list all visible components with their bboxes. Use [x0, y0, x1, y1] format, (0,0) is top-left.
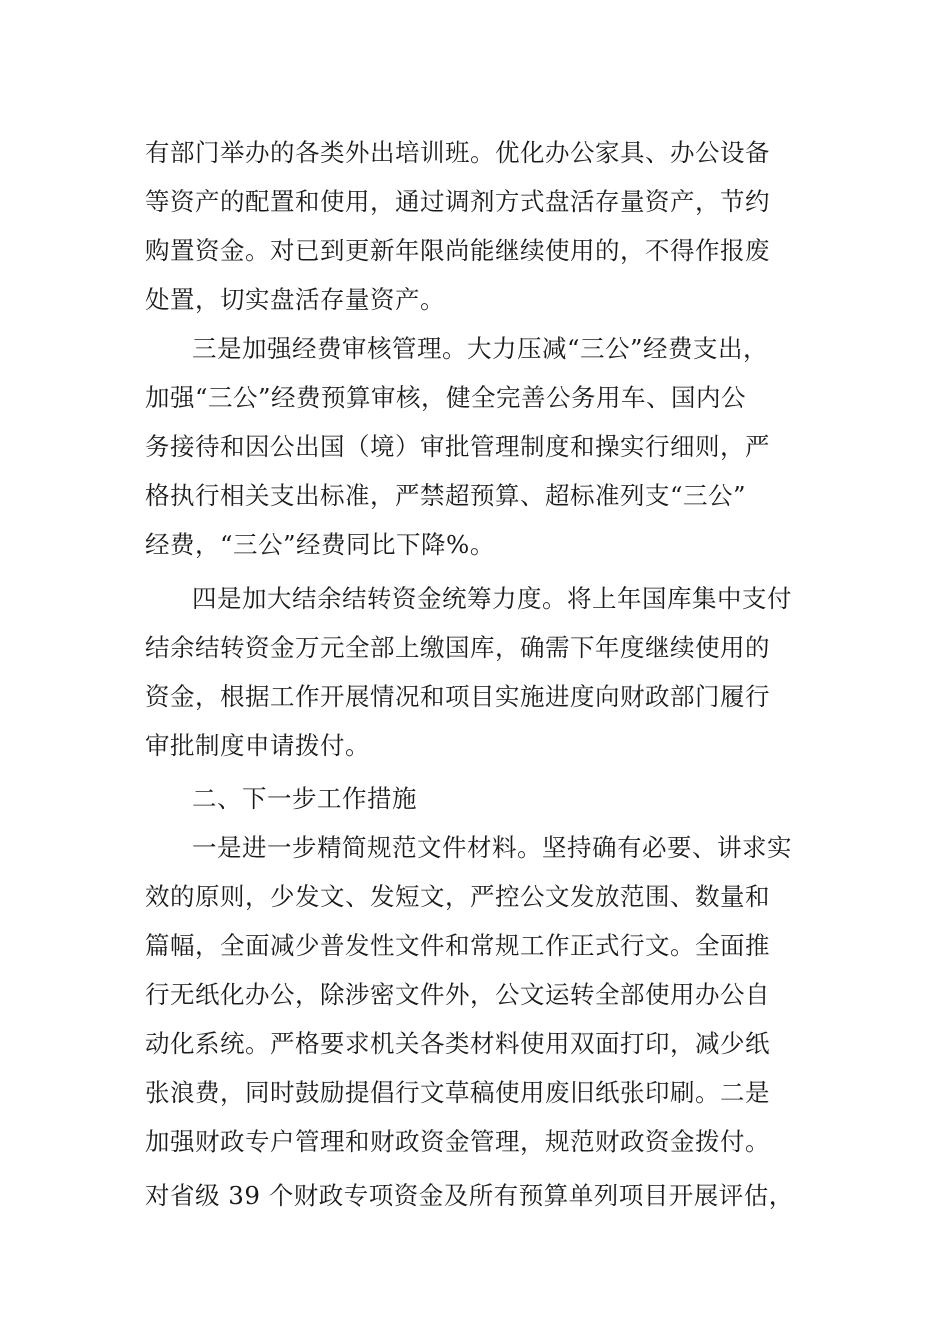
- text-line: 处置，切实盘活存量资产。: [145, 285, 445, 314]
- text-line: 购置资金。对已到更新年限尚能继续使用的，不得作报废: [145, 236, 770, 265]
- paragraph-start-line: 四是加大结余结转资金统筹力度。将上年国库集中支付: [192, 584, 792, 613]
- section-heading: 二、下一步工作措施: [192, 784, 417, 813]
- text-line: 动化系统。严格要求机关各类材料使用双面打印，减少纸: [145, 1029, 770, 1058]
- text-line: 资金，根据工作开展情况和项目实施进度向财政部门履行: [145, 682, 770, 711]
- text-line: 加强“三公”经费预算审核，健全完善公务用车、国内公: [145, 383, 747, 412]
- text-line: 行无纸化办公，除涉密文件外，公文运转全部使用办公自: [145, 980, 770, 1009]
- text-line: 加强财政专户管理和财政资金管理，规范财政资金拨付。: [145, 1127, 770, 1156]
- text-line: 结余结转资金万元全部上缴国库，确需下年度继续使用的: [145, 633, 770, 662]
- text-line: 对省级 39 个财政专项资金及所有预算单列项目开展评估，: [145, 1181, 794, 1210]
- text-line: 等资产的配置和使用，通过调剂方式盘活存量资产，节约: [145, 187, 770, 216]
- paragraph-start-line: 三是加强经费审核管理。大力压减“三公”经费支出，: [192, 334, 769, 363]
- text-line: 篇幅，全面减少普发性文件和常规工作正式行文。全面推: [145, 931, 770, 960]
- text-line: 格执行相关支出标准，严禁超预算、超标准列支“三公”: [145, 481, 747, 510]
- text-line: 有部门举办的各类外出培训班。优化办公家具、办公设备: [145, 138, 770, 167]
- text-line: 效的原则，少发文、发短文，严控公文发放范围、数量和: [145, 882, 770, 911]
- paragraph-start-line: 一是进一步精简规范文件材料。坚持确有必要、讲求实: [192, 833, 792, 862]
- text-line: 张浪费，同时鼓励提倡行文草稿使用废旧纸张印刷。二是: [145, 1078, 770, 1107]
- text-line: 务接待和因公出国（境）审批管理制度和操实行细则，严: [145, 432, 770, 461]
- text-line: 审批制度申请拨付。: [145, 731, 370, 760]
- text-line: 经费，“三公”经费同比下降%。: [145, 530, 495, 559]
